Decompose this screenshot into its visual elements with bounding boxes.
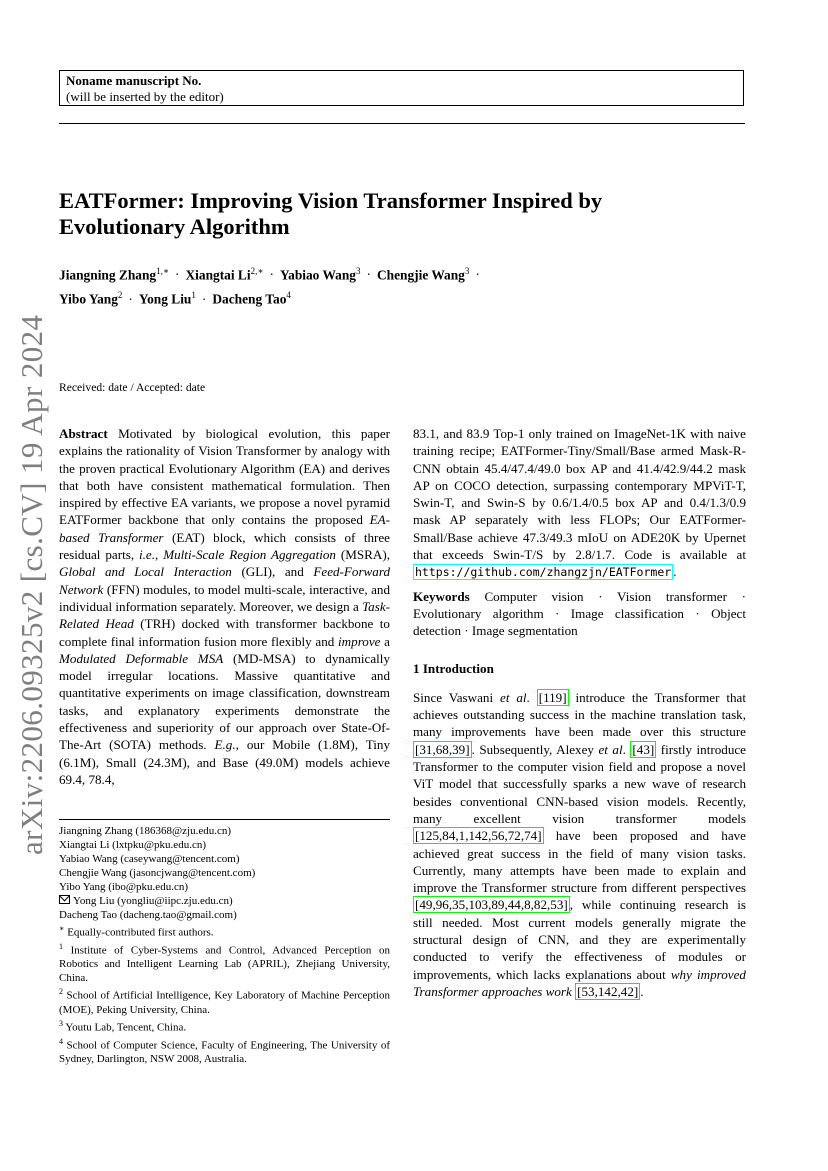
title-line-1: EATFormer: Improving Vision Transformer Inspired by xyxy=(59,188,603,213)
intro-text: . xyxy=(526,689,537,705)
abstract-emphasis: improve xyxy=(338,633,381,649)
intro-text: . xyxy=(622,741,631,757)
affil-text: Youtu Lab, Tencent, China. xyxy=(63,1021,187,1034)
citation-link[interactable]: [53,142,42] xyxy=(577,983,639,999)
abstract-emphasis: Multi-Scale Region Aggregation xyxy=(163,547,336,563)
section-heading: 1 Introduction xyxy=(413,660,494,676)
footnote-corresponding xyxy=(59,894,390,908)
footnote-rule xyxy=(59,819,390,820)
abstract-continued xyxy=(413,425,746,582)
footnote-email: Yibo Yang (ibo@pku.edu.cn) xyxy=(59,881,188,893)
abstract-text: (MD-MSA) to dynamically model irregular locations. Massive quantitative and quantitative experiments on image classification, downstream tasks, and explanatory experiments demonstrate the effectiveness and superiority of our approach over State-Of-The-Art (SOTA) methods. xyxy=(59,650,390,753)
footnote-email: Jiangning Zhang (186368@zju.edu.cn) xyxy=(59,825,232,837)
footnote-affiliation xyxy=(59,940,390,986)
footnote-affiliation xyxy=(59,1017,390,1035)
abstract-text: , xyxy=(155,547,164,563)
abstract-emphasis: E.g. xyxy=(214,737,236,753)
citation-link[interactable]: [49,96,35,103,89,44,8,82,53] xyxy=(415,897,568,913)
author-separator: · xyxy=(475,267,480,283)
code-link[interactable]: https://github.com/zhangzjn/EATFormer xyxy=(415,565,672,580)
abstract-text: 83.1, and 83.9 Top-1 only trained on ImageNet-1K with naive training recipe; EATFormer-Tiny/Small/Base armed Mask-R-CNN obtain 45.4/47.4/49.0 box AP and 41.4/42.9/44.2 mask AP on COCO detection, surpassing contemporary MPViT-T, Swin-T, and Swin-S by 0.6/1.4/0.5 box AP and 0.4/1.3/0.9 mask AP separately with less FLOPs; Our EATFormer-Small/Base achieve 47.3/49.3 mIoU on ADE20K by Upernet that exceeds Swin-T/S by 2.8/1.7. Code is available at xyxy=(413,426,746,563)
affil-text: Institute of Cyber-Systems and Control, Advanced Perception on Robotics and Intelligent Learning Lab (APRIL), Zhejiang University, China. xyxy=(59,944,390,985)
author-name: Dacheng Tao xyxy=(212,291,287,307)
author-separator: · xyxy=(269,267,274,283)
abstract-emphasis: Global and Local Interaction xyxy=(59,564,232,580)
author-affil: 2 xyxy=(117,290,123,301)
author-separator: · xyxy=(366,267,371,283)
author-separator: · xyxy=(128,291,133,307)
citation-link[interactable]: [125,84,1,142,56,72,74] xyxy=(415,828,542,844)
author-separator: · xyxy=(175,267,180,283)
intro-emphasis: et al xyxy=(500,689,527,705)
envelope-icon xyxy=(59,895,70,904)
keywords-text: Computer vision · Vision transformer · Evolutionary algorithm · Image classification · Object detection · Image segmentation xyxy=(413,588,746,639)
affil-text: School of Computer Science, Faculty of Engineering, The University of Sydney, Darlington, NSW 2008, Australia. xyxy=(59,1039,390,1066)
author-affil: 1 xyxy=(191,290,196,301)
footnote-affiliation xyxy=(59,1035,390,1067)
equal-text: Equally-contributed first authors. xyxy=(64,926,214,939)
abstract-text: , our Mobile (1.8M), Tiny (6.1M), Small (24.3M), and Base (49.0M) models achieve 69.4, 78.4, xyxy=(59,737,391,787)
paper-title xyxy=(59,188,749,240)
manuscript-label: Noname manuscript No. xyxy=(66,73,202,88)
citation-link[interactable]: [43] xyxy=(632,741,655,757)
header-rule xyxy=(59,123,745,124)
left-column xyxy=(59,425,390,788)
abstract-emphasis: i.e. xyxy=(139,547,156,563)
intro-text: , while continuing research is still needed. Most current models generally migrate the structural design of CNN, and they are experimentally conducted to verify the effectiveness of modules or improvements, which lacks explanations about xyxy=(413,897,746,982)
footnote-email: Chengjie Wang (jasoncjwang@tencent.com) xyxy=(59,867,256,879)
equal-mark: ∗ xyxy=(59,924,65,933)
author-affil: 3 xyxy=(464,266,470,276)
intro-paragraph xyxy=(413,689,746,1000)
received-date: Received: date / Accepted: date xyxy=(59,381,206,394)
author-name: Yong Liu xyxy=(138,291,192,307)
intro-text: introduce the Transformer that achieves outstanding success in the machine translation task, many improvements have been made over this structure xyxy=(413,689,746,740)
abstract-emphasis: EA-based Transformer xyxy=(59,512,390,545)
author-name: Yibo Yang xyxy=(59,291,118,307)
manuscript-note: (will be inserted by the editor) xyxy=(66,89,224,104)
author-affil: 1,∗ xyxy=(156,266,170,276)
abstract-emphasis: Task-Related Head xyxy=(59,598,390,632)
abstract-text: (EAT) block, which consists of three residual parts, xyxy=(59,529,390,563)
abstract-paragraph xyxy=(59,425,390,788)
abstract-text: (TRH) docked with transformer backbone to complete final information fusion more flexibly and xyxy=(59,616,390,649)
footnote-equal xyxy=(59,922,390,940)
manuscript-box xyxy=(59,70,744,106)
title-line-2: Evolutionary Algorithm xyxy=(59,214,290,239)
footnote-email: Xiangtai Li (lxtpku@pku.edu.cn) xyxy=(59,839,206,851)
author-name: Yabiao Wang xyxy=(279,267,356,283)
intro-emphasis: why improved Transformer approaches work xyxy=(413,966,746,999)
intro-text: firstly introduce Transformer to the computer vision field and propose a novel ViT model that successfully sparks a new wave of research besides conventional CNN-based vision models. Recently, many excellent vision transformer models xyxy=(413,741,746,826)
intro-text: have been proposed and have achieved great success in the field of many vision tasks. Currently, many attempts have been made to explain and improve the Transformer structure from different perspectives xyxy=(413,828,746,896)
abstract-text: a xyxy=(380,633,390,649)
affil-text: School of Artificial Intelligence, Key Laboratory of Machine Perception (MOE), Peking University, China. xyxy=(59,989,390,1016)
citation-link[interactable]: [119] xyxy=(538,689,567,705)
footnote-email: Dacheng Tao (dacheng.tao@gmail.com) xyxy=(59,909,237,921)
intro-text: Since Vaswani xyxy=(413,689,501,705)
keywords-label: Keywords xyxy=(413,588,470,604)
author-separator: · xyxy=(201,291,207,307)
abstract-emphasis: Feed-Forward Network xyxy=(59,564,390,597)
abstract-text: Motivated by biological evolution, this paper explains the rationality of Vision Transformer by analogy with the proven practical Evolutionary Algorithm (EA) and derives that both have consistent mathematical formulation. Then inspired by effective EA variants, we propose a novel pyramid EATFormer backbone that only contains the proposed xyxy=(59,426,390,528)
keywords-paragraph xyxy=(413,588,746,640)
affil-number: 1 xyxy=(59,941,63,951)
right-column xyxy=(413,425,746,1000)
abstract-label: Abstract xyxy=(59,426,108,441)
affil-number: 3 xyxy=(59,1018,63,1028)
intro-text: . xyxy=(640,983,644,999)
author-name: Xiangtai Li xyxy=(185,267,251,283)
author-affil: 2,∗ xyxy=(250,266,264,276)
author-affil: 3 xyxy=(355,266,361,276)
corresponding-email: Yong Liu (yongliu@iipc.zju.edu.cn) xyxy=(73,895,233,907)
author-affil: 4 xyxy=(286,290,291,301)
abstract-text: (MSRA), xyxy=(335,547,390,563)
arxiv-identifier: arXiv:2206.09325v2 [cs.CV] 19 Apr 2024 xyxy=(14,314,49,855)
intro-emphasis: et al xyxy=(598,741,623,757)
footnote-affiliation xyxy=(59,985,390,1017)
abstract-text: (FFN) modules, to model multi-scale, interactive, and individual information separately. Moreover, we design a xyxy=(59,581,390,614)
affil-number: 4 xyxy=(59,1036,63,1046)
footnote-email: Yabiao Wang (caseywang@tencent.com) xyxy=(59,853,240,865)
affil-number: 2 xyxy=(59,987,63,997)
author-name: Chengjie Wang xyxy=(376,267,465,283)
author-list xyxy=(59,261,749,310)
citation-link[interactable]: [31,68,39] xyxy=(415,741,470,757)
intro-text: . Subsequently, Alexey xyxy=(471,741,599,757)
footnotes xyxy=(59,824,390,1066)
author-name: Jiangning Zhang xyxy=(59,267,157,283)
abstract-emphasis: Modulated Deformable MSA xyxy=(59,650,224,666)
abstract-text: (GLI), and xyxy=(231,564,314,580)
abstract-text: . xyxy=(673,564,677,580)
